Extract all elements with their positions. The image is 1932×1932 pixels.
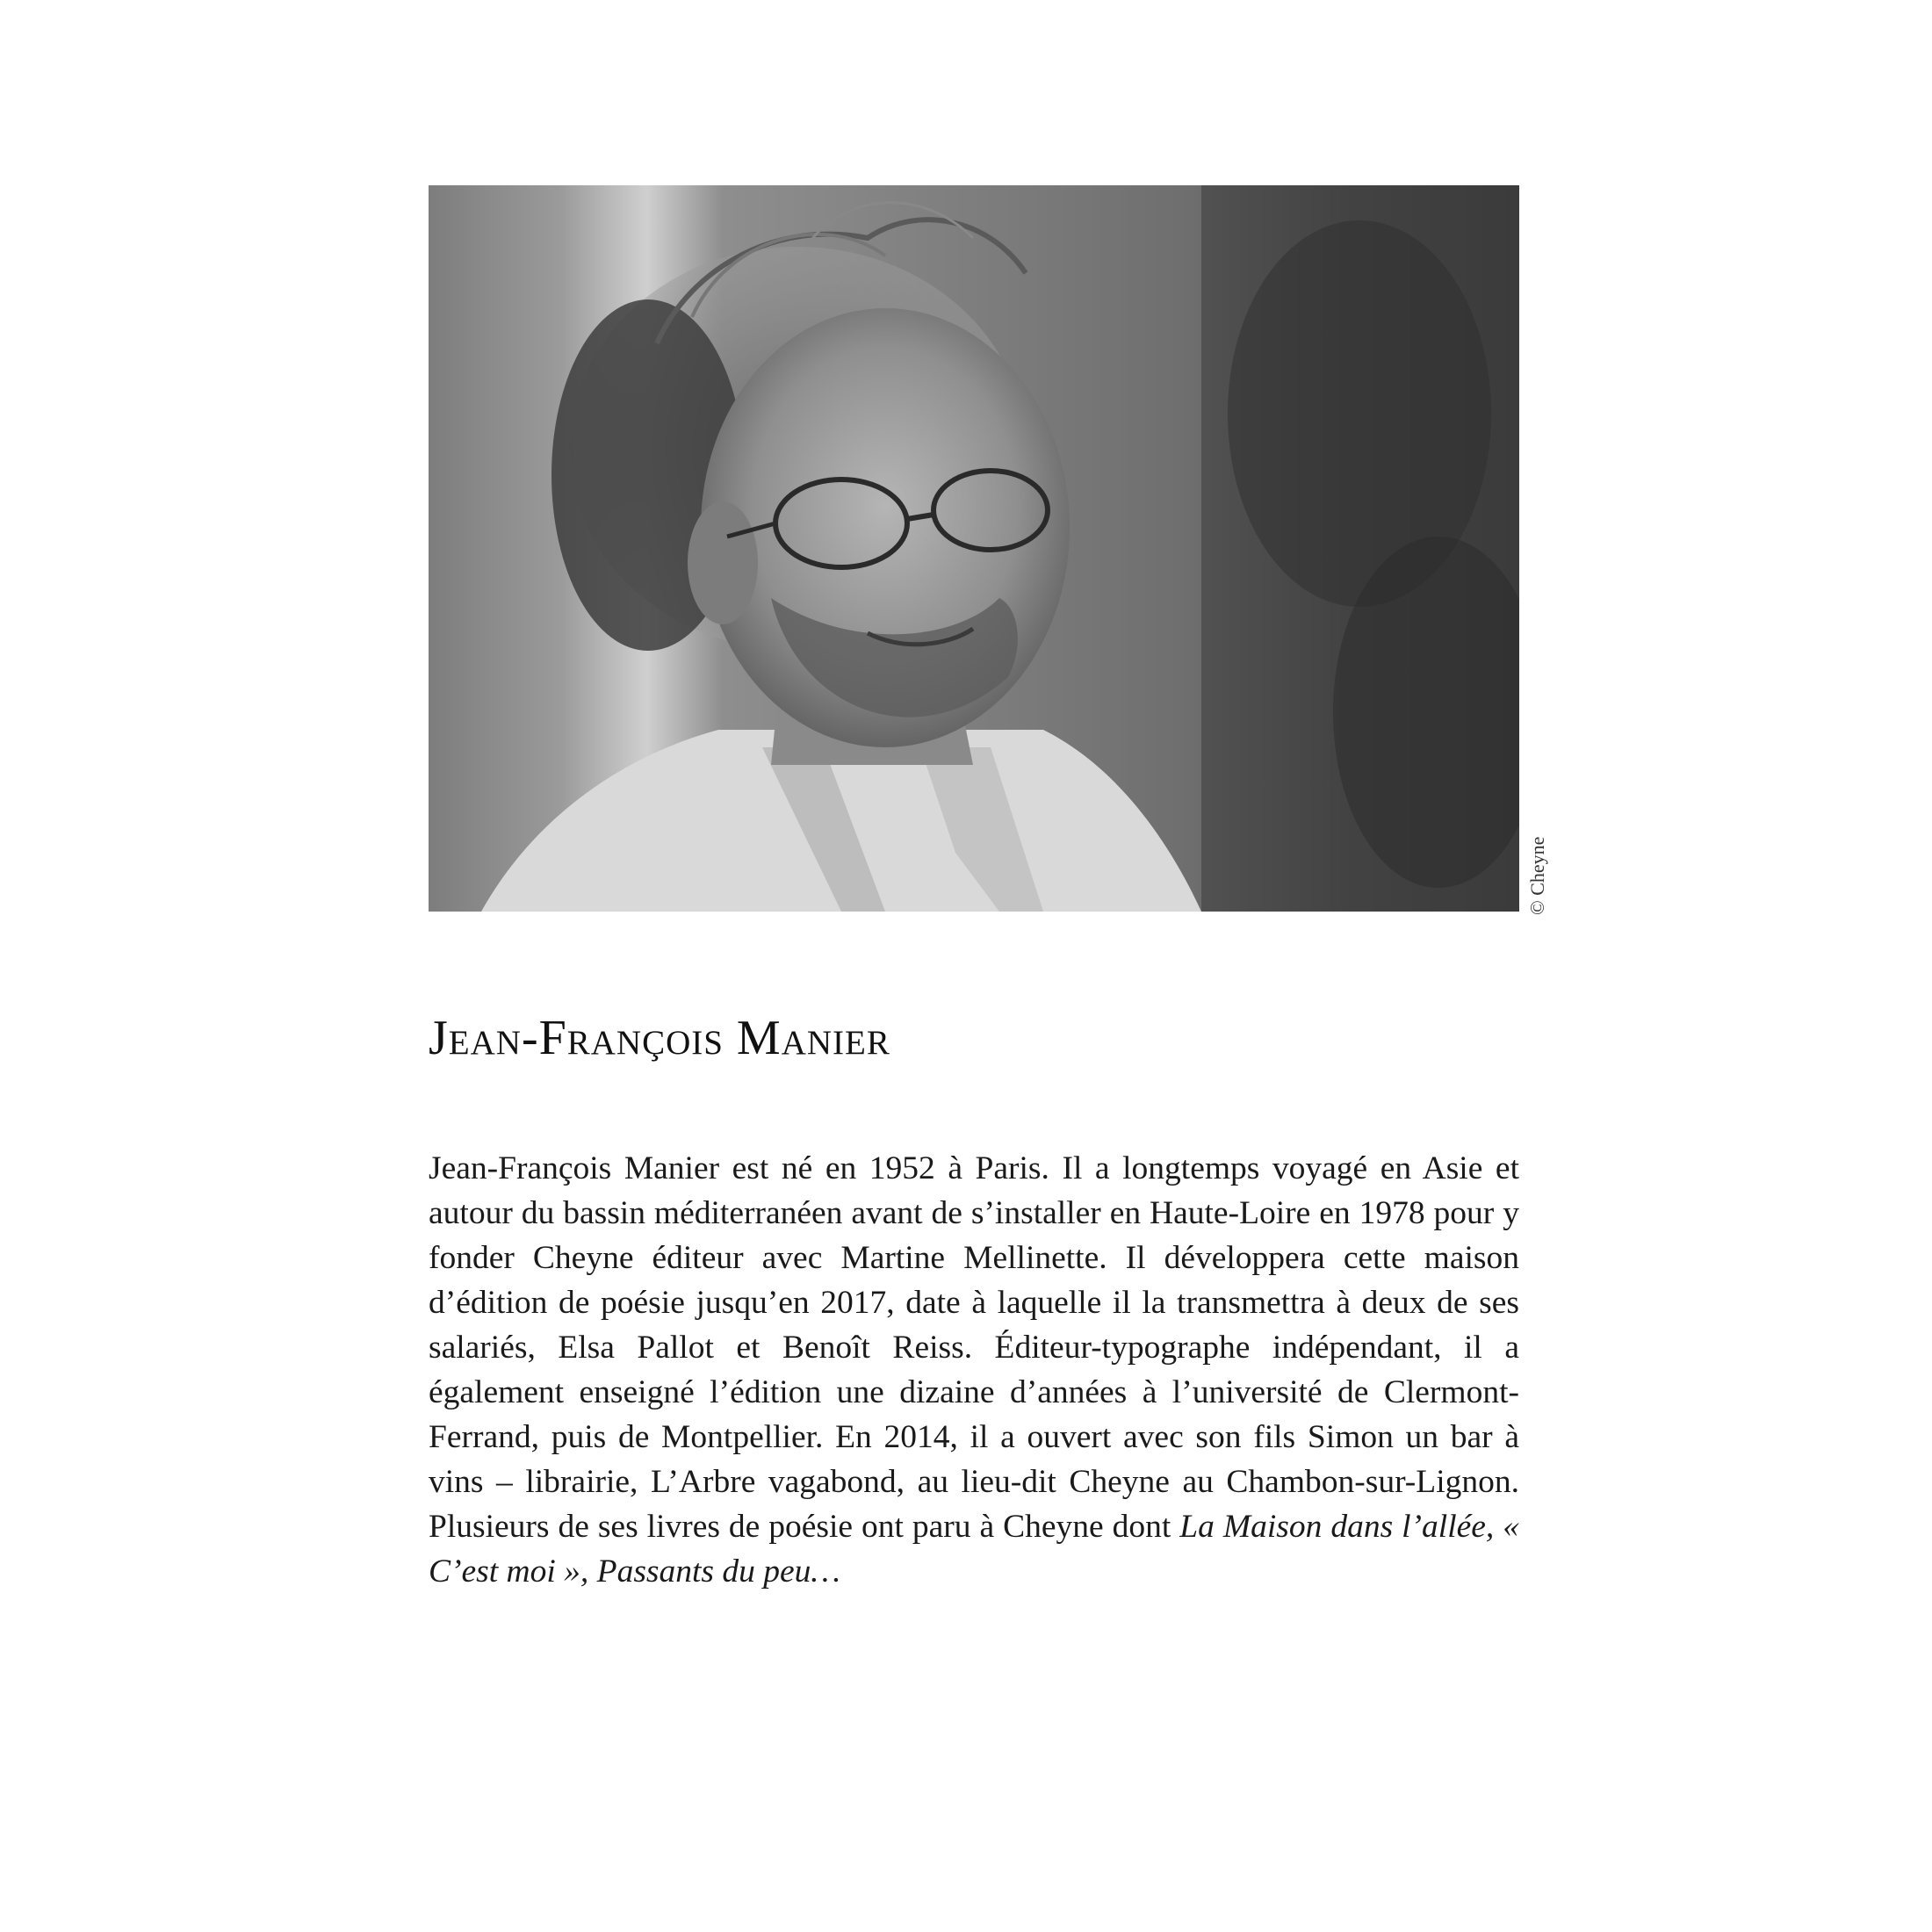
bio-book-titles: La Maison dans l’allée, « C’est moi », Passants du peu… bbox=[429, 1509, 1519, 1590]
photo-credit: © Cheyne bbox=[1526, 836, 1548, 915]
portrait-photo-icon bbox=[429, 185, 1519, 912]
author-name: Jean-François Manier bbox=[429, 1011, 890, 1065]
bio-text: Jean-François Manier est né en 1952 à Paris. Il a longtemps voyagé en Asie et autour du bassin méditerranéen avant de s’installer en Haute-Loire en 1978 pour y fonder Cheyne éditeur avec Martine Mellinette. Il développera cette maison d’édition de poésie jusqu’en 2017, date à laquelle il la transmettra à deux de ses salariés, Elsa Pallot et Benoît Reiss. Éditeur-typographe indépendant, il a également enseigné l’édition une dizaine d’années à l’université de Clermont-Ferrand, puis de Montpellier. En 2014, il a ouvert avec son fils Simon un bar à vins – librairie, L’Arbre vagabond, au lieu-dit Cheyne au Chambon-sur-Lignon. Plusieurs de ses livres de poésie ont paru à Cheyne dont bbox=[429, 1150, 1519, 1545]
author-portrait-photo bbox=[429, 185, 1519, 912]
author-biography bbox=[429, 1146, 1519, 1594]
